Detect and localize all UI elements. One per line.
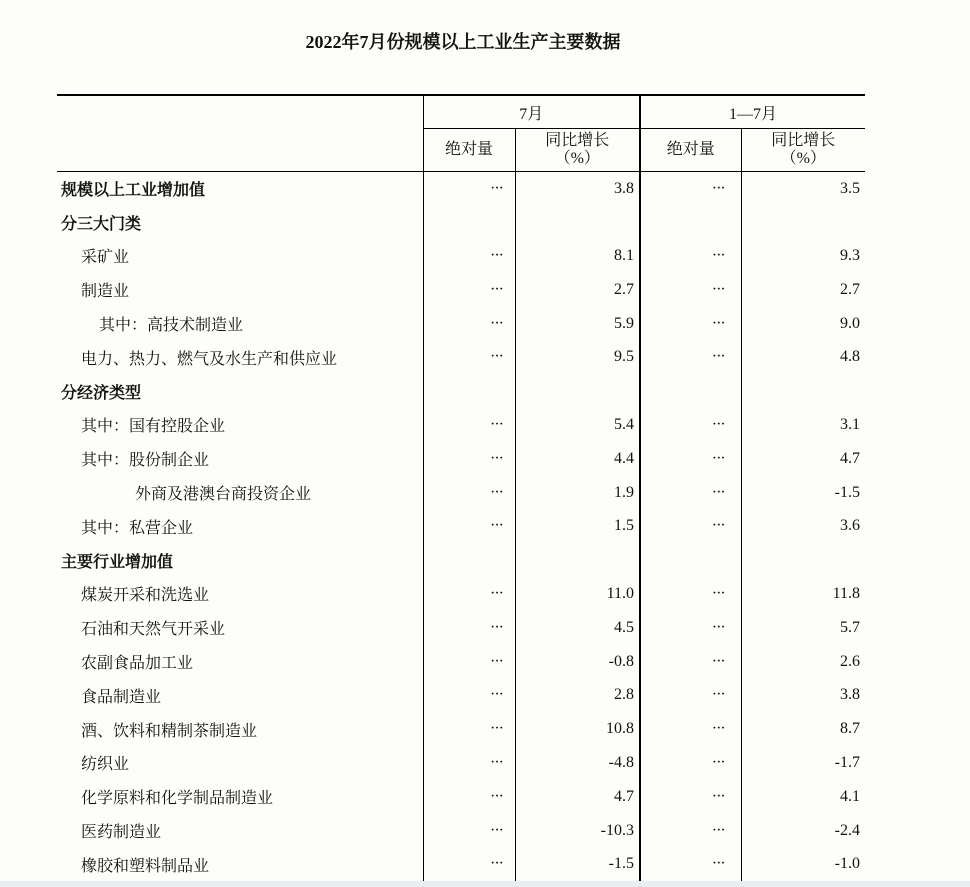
abs-value-july [423, 543, 515, 577]
abs-value-july [423, 205, 515, 239]
yoy-value-july: 4.5 [515, 611, 640, 645]
yoy-value-july: 2.7 [515, 273, 640, 307]
row-label: 电力、热力、燃气及水生产和供应业 [81, 350, 338, 368]
abs-value-july: ··· [423, 476, 515, 510]
abs-value-ytd: ··· [640, 509, 741, 543]
row-label: 采矿业 [81, 249, 130, 267]
row-label: 酒、饮料和精制茶制造业 [81, 722, 258, 740]
abs-value-ytd [640, 374, 741, 408]
yoy-value-july: 3.8 [515, 172, 640, 206]
abs-value-july: ··· [423, 307, 515, 341]
abs-value-july: ··· [423, 847, 515, 881]
abs-value-july: ··· [423, 577, 515, 611]
row-label: 其中：国有控股企业 [81, 418, 226, 436]
yoy-value-july: 10.8 [515, 712, 640, 746]
yoy-value-ytd: 2.7 [741, 273, 865, 307]
yoy-value-ytd: 9.3 [741, 239, 865, 273]
header-yoy-line2: （%） [554, 150, 600, 167]
row-label: 石油和天然气开采业 [81, 621, 226, 639]
table-row [57, 577, 865, 611]
header-yoy-line2: （%） [780, 150, 826, 167]
table-row [57, 746, 865, 780]
table-row [57, 172, 865, 206]
yoy-value-ytd: 4.7 [741, 442, 865, 476]
yoy-value-ytd: -1.5 [741, 476, 865, 510]
yoy-value-ytd: 3.1 [741, 408, 865, 442]
yoy-value-ytd: 2.6 [741, 645, 865, 679]
abs-value-july: ··· [423, 172, 515, 206]
yoy-value-ytd: -1.0 [741, 847, 865, 881]
header-yoy-line1: 同比增长 [771, 132, 836, 149]
table-row [57, 442, 865, 476]
abs-value-ytd: ··· [640, 645, 741, 679]
abs-value-ytd: ··· [640, 340, 741, 374]
table-row [57, 645, 865, 679]
yoy-value-july: -4.8 [515, 746, 640, 780]
yoy-value-ytd: -1.7 [741, 746, 865, 780]
table-row [57, 307, 865, 341]
yoy-value-july: 5.9 [515, 307, 640, 341]
header-yoy-july [515, 129, 640, 172]
table-row [57, 273, 865, 307]
yoy-value-ytd: 8.7 [741, 712, 865, 746]
abs-value-ytd: ··· [640, 442, 741, 476]
yoy-value-ytd [741, 374, 865, 408]
abs-value-july: ··· [423, 509, 515, 543]
table-row [57, 712, 865, 746]
abs-value-july: ··· [423, 442, 515, 476]
abs-value-ytd: ··· [640, 678, 741, 712]
abs-value-ytd: ··· [640, 780, 741, 814]
table-body [57, 172, 865, 882]
abs-value-july: ··· [423, 746, 515, 780]
header-period-july: 7月 [423, 95, 640, 129]
header-yoy-ytd [741, 129, 865, 172]
abs-value-july: ··· [423, 611, 515, 645]
yoy-value-july: -10.3 [515, 814, 640, 848]
bottom-strip [0, 881, 970, 887]
yoy-value-july: 1.9 [515, 476, 640, 510]
abs-value-ytd: ··· [640, 847, 741, 881]
yoy-value-ytd [741, 205, 865, 239]
row-label: 分三大门类 [61, 215, 142, 233]
page-title: 2022年7月份规模以上工业生产主要数据 [305, 32, 621, 52]
table-row [57, 780, 865, 814]
abs-value-ytd: ··· [640, 408, 741, 442]
abs-value-july: ··· [423, 814, 515, 848]
yoy-value-july: -0.8 [515, 645, 640, 679]
abs-value-ytd: ··· [640, 746, 741, 780]
header-yoy-line1: 同比增长 [545, 132, 610, 149]
table-row [57, 239, 865, 273]
row-label: 其中：私营企业 [81, 519, 194, 537]
yoy-value-july [515, 374, 640, 408]
abs-value-july: ··· [423, 273, 515, 307]
table-row [57, 374, 865, 408]
yoy-value-july: 4.4 [515, 442, 640, 476]
header-abs-july: 绝对量 [423, 129, 515, 172]
abs-value-ytd: ··· [640, 611, 741, 645]
table-row [57, 509, 865, 543]
abs-value-ytd: ··· [640, 476, 741, 510]
yoy-value-july [515, 205, 640, 239]
row-label: 化学原料和化学制品制造业 [81, 790, 274, 808]
yoy-value-ytd: 9.0 [741, 307, 865, 341]
row-label: 医药制造业 [81, 824, 162, 842]
table-row [57, 476, 865, 510]
yoy-value-ytd: 3.8 [741, 678, 865, 712]
header-abs-ytd: 绝对量 [640, 129, 741, 172]
abs-value-ytd: ··· [640, 712, 741, 746]
abs-value-ytd: ··· [640, 307, 741, 341]
table-row [57, 543, 865, 577]
row-label: 外商及港澳台商投资企业 [135, 486, 312, 504]
yoy-value-ytd [741, 543, 865, 577]
abs-value-july: ··· [423, 408, 515, 442]
yoy-value-ytd: 3.6 [741, 509, 865, 543]
yoy-value-ytd: 4.8 [741, 340, 865, 374]
abs-value-ytd: ··· [640, 273, 741, 307]
row-label: 主要行业增加值 [61, 553, 174, 571]
abs-value-ytd: ··· [640, 239, 741, 273]
row-label: 分经济类型 [61, 384, 142, 402]
yoy-value-ytd: 3.5 [741, 172, 865, 206]
row-label: 橡胶和塑料制品业 [81, 857, 210, 875]
yoy-value-july: -1.5 [515, 847, 640, 881]
table-row [57, 340, 865, 374]
table-row [57, 205, 865, 239]
row-label: 规模以上工业增加值 [61, 182, 206, 200]
abs-value-july: ··· [423, 712, 515, 746]
data-table [57, 94, 865, 881]
row-label: 农副食品加工业 [81, 655, 194, 673]
table-row [57, 678, 865, 712]
yoy-value-ytd: 5.7 [741, 611, 865, 645]
yoy-value-july: 4.7 [515, 780, 640, 814]
row-label: 煤炭开采和洗选业 [81, 587, 210, 605]
row-label: 制造业 [81, 283, 130, 301]
header-blank-cell [57, 95, 423, 172]
table-row [57, 847, 865, 881]
yoy-value-july: 1.5 [515, 509, 640, 543]
yoy-value-july: 11.0 [515, 577, 640, 611]
table-row [57, 814, 865, 848]
abs-value-ytd [640, 543, 741, 577]
yoy-value-july: 8.1 [515, 239, 640, 273]
abs-value-july: ··· [423, 645, 515, 679]
abs-value-july: ··· [423, 239, 515, 273]
row-label: 食品制造业 [81, 688, 162, 706]
yoy-value-ytd: 11.8 [741, 577, 865, 611]
table-row [57, 408, 865, 442]
abs-value-ytd: ··· [640, 577, 741, 611]
yoy-value-ytd: 4.1 [741, 780, 865, 814]
row-label: 其中：股份制企业 [81, 452, 210, 470]
yoy-value-ytd: -2.4 [741, 814, 865, 848]
yoy-value-july: 2.8 [515, 678, 640, 712]
yoy-value-july: 9.5 [515, 340, 640, 374]
abs-value-july [423, 374, 515, 408]
abs-value-july: ··· [423, 678, 515, 712]
abs-value-july: ··· [423, 340, 515, 374]
row-label: 纺织业 [81, 756, 130, 774]
table-row [57, 611, 865, 645]
abs-value-ytd [640, 205, 741, 239]
header-period-jan-jul: 1—7月 [640, 95, 865, 129]
row-label: 其中：高技术制造业 [99, 317, 244, 335]
yoy-value-july: 5.4 [515, 408, 640, 442]
abs-value-ytd: ··· [640, 814, 741, 848]
abs-value-july: ··· [423, 780, 515, 814]
yoy-value-july [515, 543, 640, 577]
abs-value-ytd: ··· [640, 172, 741, 206]
